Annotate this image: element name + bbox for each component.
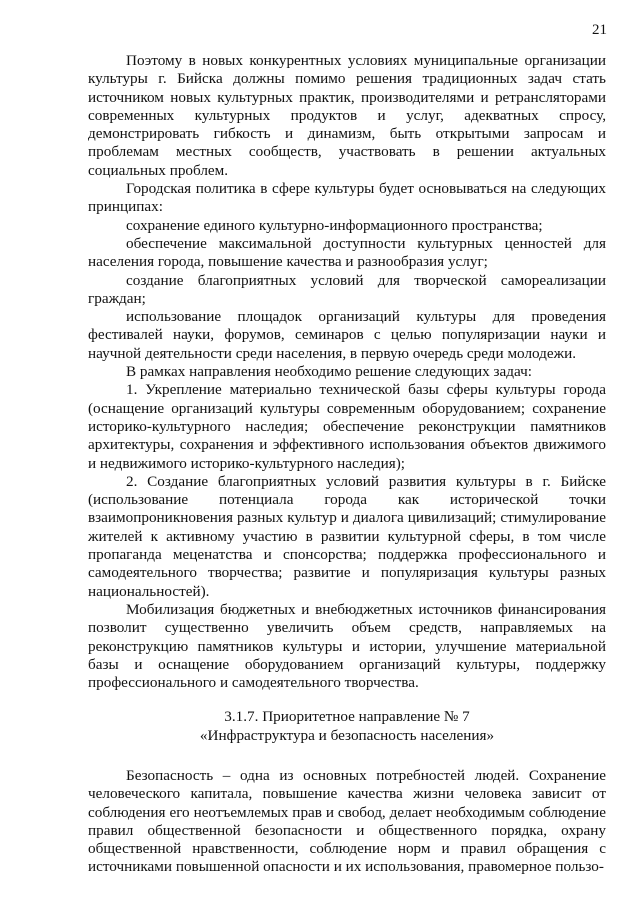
task-item: 1. Укрепление материально технической базы сферы культуры города (оснащение организаций культуры современным оборудованием; сохранение историко-культурного наследия; обеспечение реконструкции памятников архитектуры, сохранения и эффективного использования объектов движимого и недвижимого историко-культурного наследия);	[88, 381, 606, 472]
section-heading-title: «Инфраструктура и безопасность населения»	[199, 726, 495, 744]
paragraph: В рамках направления необходимо решение следующих задач:	[126, 363, 533, 381]
paragraph: Городская политика в сфере культуры будет основываться на следующих принципах:	[88, 180, 606, 216]
paragraph: Мобилизация бюджетных и внебюджетных источников финансирования позволит существенно увеличить объем средств, направляемых на реконструкцию памятников культуры и истории, улучшение материальной базы и оснащение оборудованием организаций культуры, поддержку профессионального и самодеятельного творчества.	[88, 600, 606, 692]
document-body	[88, 52, 606, 877]
task-item: 2. Создание благоприятных условий развития культуры в г. Бийске (использование потенциала города как исторической точки взаимопроникновения разных культур и диалога цивилизаций; стимулирование жителей к активному участию в развитии культурной сферы, в том числе пропаганда меценатства и спонсорства; поддержка профессионального и самодеятельного творчества; развитие и популяризация культуры разных национальностей).	[88, 472, 606, 600]
section-heading-number: 3.1.7. Приоритетное направление № 7	[224, 708, 470, 726]
section-heading	[88, 708, 606, 745]
paragraph: Безопасность – одна из основных потребностей людей. Сохранение человеческого капитала, повышение качества жизни человека зависит от соблюдения его неотъемлемых прав и свобод, делает необходимым соблюдение правил общественной безопасности и общественного порядка, охрану общественной нравственности, соблюдение норм и правил обращения с источниками повышенной опасности и их использования, правомерное пользо-	[88, 766, 606, 876]
list-item: использование площадок организаций культуры для проведения фестивалей науки, форумов, семинаров с целью популяризации науки и научной деятельности среди населения, в первую очередь среди молодежи.	[88, 308, 606, 362]
list-item: создание благоприятных условий для творческой самореализации граждан;	[88, 271, 606, 307]
spacer	[88, 745, 606, 767]
list-item: сохранение единого культурно-информационного пространства;	[126, 216, 543, 234]
page-number: 21	[592, 22, 607, 38]
paragraph: Поэтому в новых конкурентных условиях муниципальные организации культуры г. Бийска должны помимо решения традиционных задач стать источником новых культурных практик, производителями и ретрансляторами современных культурных продуктов и услуг, адекватных спросу, демонстрировать гибкость и динамизм, быть открытыми запросам и проблемам местных сообществ, участвовать в решении актуальных социальных проблем.	[88, 52, 606, 179]
list-item: обеспечение максимальной доступности культурных ценностей для населения города, повышение качества и разнообразия услуг;	[88, 234, 606, 271]
